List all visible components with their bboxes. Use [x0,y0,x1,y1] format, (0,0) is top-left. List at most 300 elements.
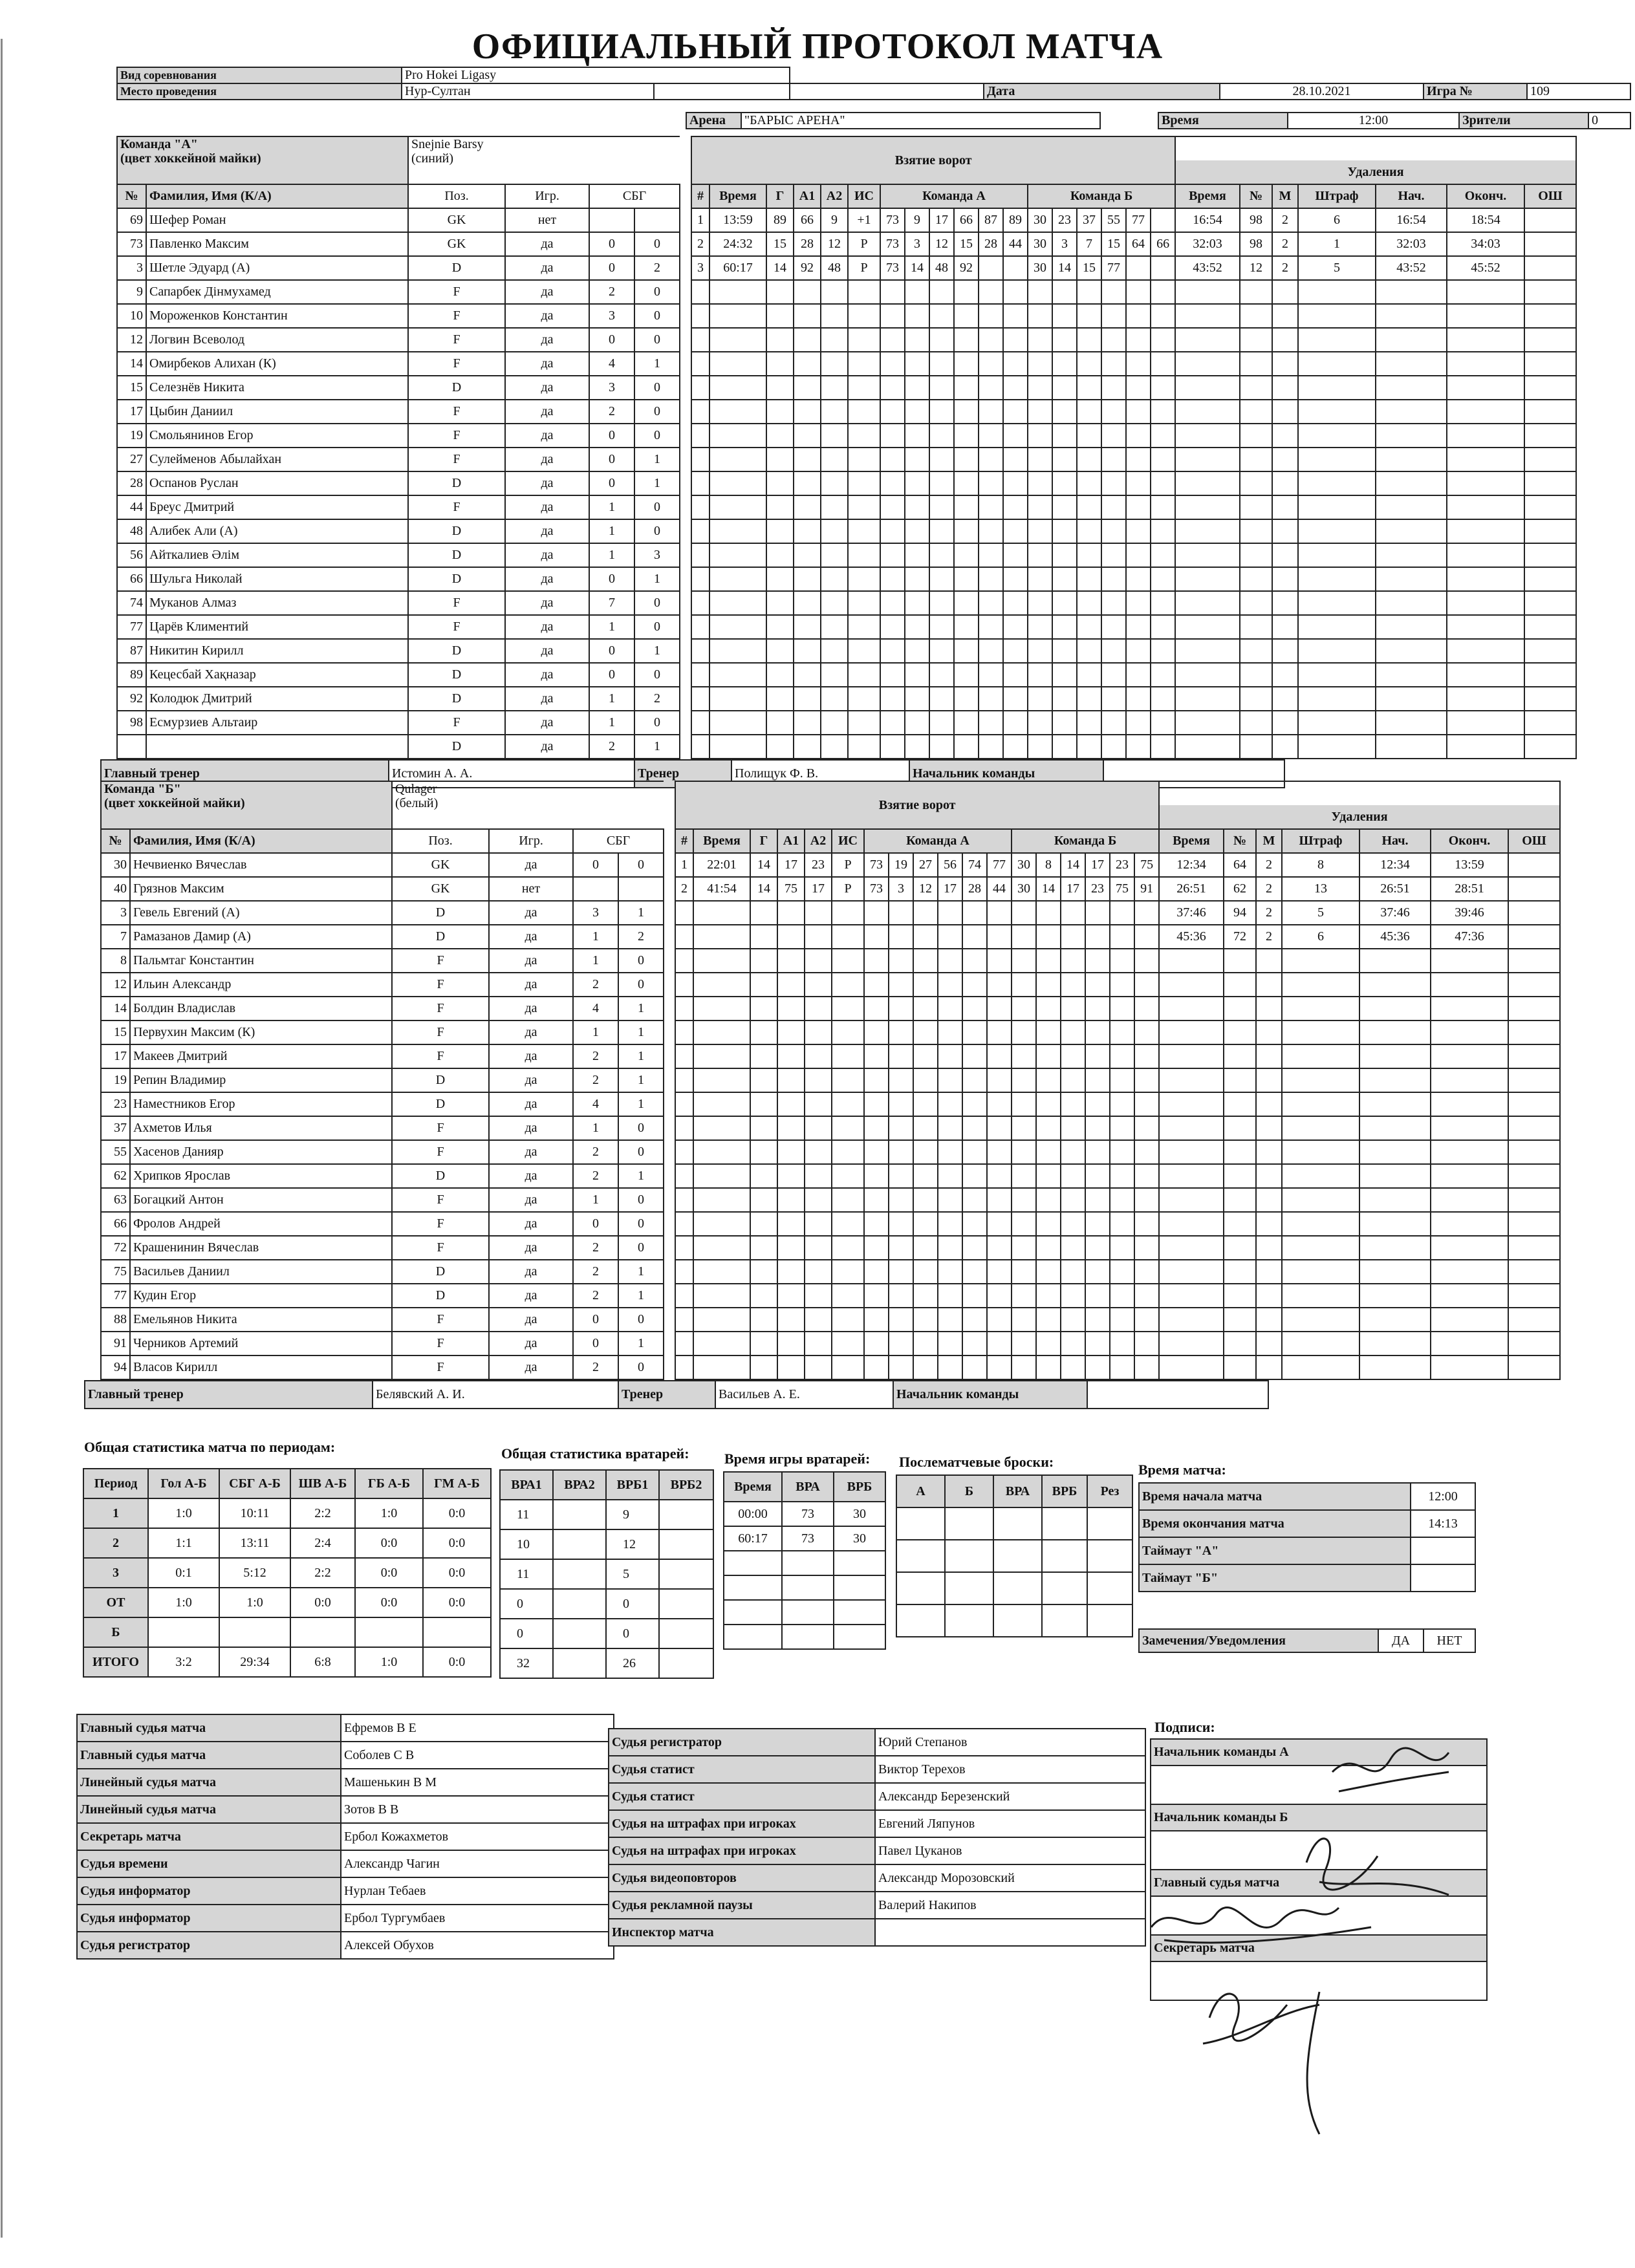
goal-empty-cell [962,925,987,949]
goal-empty-cell [987,1092,1012,1116]
penalty-cell [1431,949,1508,973]
goal-empty-cell [880,615,905,639]
player-sbg2: 3 [634,543,680,567]
penalty-cell [1447,352,1524,376]
penalty-cell [1272,495,1298,519]
penalty-cell [1359,973,1431,997]
goal-empty-cell [794,663,821,687]
penalty-cell [1298,567,1376,591]
penalty-cell [1282,949,1359,973]
player-row [101,925,664,949]
goal-empty-cell [1110,1021,1134,1044]
player-row [101,1260,664,1284]
goal-empty-cell [1077,591,1101,615]
goal-empty-cell [832,1116,864,1140]
goalie-stats-table [499,1469,714,1679]
goal-empty-cell [1028,639,1052,663]
goal-empty-cell [821,567,848,591]
penalty-cell [1175,519,1240,543]
goal-row [675,1164,1159,1188]
penalty-cell [1175,711,1240,735]
goal-empty-cell [1028,304,1052,328]
penalty-cell [1431,1332,1508,1355]
goal-empty-cell [691,400,709,424]
goal-empty-cell [905,376,929,400]
team-b-goals-title-row [675,781,1159,829]
match-time-title: Время матча: [1138,1462,1226,1478]
goal-empty-cell [794,352,821,376]
official-row [609,1810,1145,1837]
goal-empty-cell [1012,997,1036,1021]
goalie-time-value [834,1625,885,1649]
player-number: 73 [117,232,146,256]
player-shots: 0 [589,663,634,687]
penalty-row [1159,1308,1560,1332]
period-header-cell: ГМ А-Б [423,1469,491,1498]
goal-empty-cell [987,1284,1012,1308]
player-shots: 1 [573,1021,618,1044]
goal-empty-cell [1151,543,1175,567]
goal-empty-cell [962,1332,987,1355]
team-a-goals-header-row [691,184,1175,208]
team-b-goals-col-g: Г [750,829,777,853]
team-b-pen-title-row2 [1159,805,1560,829]
penalty-cell [1256,1092,1282,1116]
goal-empty-cell [864,1284,889,1308]
goal-empty-cell [1134,1188,1159,1212]
goal-empty-cell [1126,376,1151,400]
goal-empty-cell [880,352,905,376]
goal-row [691,424,1175,448]
goal-empty-cell [691,735,709,759]
goal-assist1: 17 [777,853,805,877]
penalty-cell [1272,615,1298,639]
goal-empty-cell [954,663,979,687]
player-shots: 2 [573,1284,618,1308]
official-role: Судья видеоповторов [609,1864,875,1892]
penalty-row [1175,232,1576,256]
player-position: F [392,997,489,1021]
penalty-cell [1524,543,1576,567]
goal-empty-cell [1036,1284,1061,1308]
penalty-cell [1175,543,1240,567]
goal-empty-cell [691,639,709,663]
goal-on-ice-b: 77 [1101,256,1126,280]
goal-empty-cell [777,901,805,925]
goal-empty-cell [777,1044,805,1068]
team-b-col-pos: Поз. [392,829,489,853]
team-a-pen-col-p_num: № [1240,184,1272,208]
goal-empty-cell [1012,1021,1036,1044]
penalty-cell [1282,1068,1359,1092]
goal-empty-cell [1077,687,1101,711]
penalty-cell [1524,663,1576,687]
team-a-team-sublabel: (цвет хоккейной майки) [120,151,261,166]
penalty-cell [1224,1140,1256,1164]
player-row [101,1068,664,1092]
penalty-cell [1272,519,1298,543]
penalty-cell [1508,997,1560,1021]
penalty-cell [1431,1188,1508,1212]
officials-left-table [76,1714,614,1960]
goal-empty-cell [1052,280,1077,304]
penalty-cell: 12:34 [1359,853,1431,877]
goal-empty-cell [1052,519,1077,543]
goal-empty-cell [1003,591,1028,615]
goal-empty-cell [1003,376,1028,400]
player-shots: 0 [589,424,634,448]
penalty-row [1159,1164,1560,1188]
goal-empty-cell [1110,1236,1134,1260]
player-position: D [408,543,505,567]
goalie-stats-value: 26 [606,1648,659,1678]
goal-empty-cell [987,1164,1012,1188]
goalie-stats-value: 11 [500,1500,553,1529]
goal-empty-cell [848,471,880,495]
penalty-row [1159,997,1560,1021]
goal-empty-cell [1003,519,1028,543]
goal-empty-cell [848,615,880,639]
match-time-label: Таймаут "А" [1139,1537,1411,1564]
goal-empty-cell [962,1260,987,1284]
goal-empty-cell [777,1212,805,1236]
penalty-cell [1524,256,1576,280]
penalty-row [1159,1284,1560,1308]
player-sbg2: 1 [618,1332,664,1355]
player-played: да [489,1332,573,1355]
goalie-stats-value: 0 [500,1619,553,1648]
goal-empty-cell [913,1260,938,1284]
penalty-cell: 34:03 [1447,232,1524,256]
goal-empty-cell [905,543,929,567]
penalty-cell [1240,687,1272,711]
goal-empty-cell [766,711,794,735]
goal-empty-cell [675,1140,693,1164]
penalty-cell [1272,352,1298,376]
goal-empty-cell [954,328,979,352]
goal-empty-cell [821,352,848,376]
goal-empty-cell [954,376,979,400]
penalty-cell [1175,471,1240,495]
goal-empty-cell [675,925,693,949]
goal-on-ice-a: 17 [929,208,954,232]
penalty-row [1175,424,1576,448]
goal-empty-cell [938,1044,962,1068]
goal-empty-cell [1085,1068,1110,1092]
goal-empty-cell [929,567,954,591]
player-row [117,543,680,567]
goal-empty-cell [1036,1188,1061,1212]
player-row [117,400,680,424]
player-name: Логвин Всеволод [146,328,408,352]
goal-on-ice-b: 3 [1052,232,1077,256]
goal-empty-cell [913,1044,938,1068]
goal-empty-cell [1003,615,1028,639]
goal-empty-cell [1036,949,1061,973]
penalty-cell [1256,1355,1282,1379]
penalty-cell [1447,615,1524,639]
goal-row [675,1284,1159,1308]
player-shots: 0 [589,639,634,663]
penalty-cell [1175,448,1240,471]
goal-empty-cell [938,1236,962,1260]
penalty-cell: 5 [1282,901,1359,925]
player-number: 17 [101,1044,130,1068]
goal-time: 22:01 [693,853,750,877]
penalty-cell [1282,997,1359,1021]
goal-empty-cell [905,471,929,495]
goal-situation: +1 [848,208,880,232]
penalty-cell [1431,1044,1508,1068]
player-name: Васильев Даниил [130,1260,392,1284]
goalie-time-row [724,1575,885,1600]
goal-empty-cell [962,1068,987,1092]
period-row [83,1528,491,1558]
penalty-cell: 12 [1240,256,1272,280]
penalty-cell [1447,543,1524,567]
goalie-stats-value: 10 [500,1529,553,1559]
player-name: Сулейменов Абылайхан [146,448,408,471]
penalty-cell [1524,304,1576,328]
goal-empty-cell [1151,304,1175,328]
goal-empty-cell [805,1212,832,1236]
team-b-col-num: № [101,829,130,853]
penalty-cell [1240,519,1272,543]
goal-empty-cell [1077,567,1101,591]
penalty-cell: 6 [1282,925,1359,949]
goal-empty-cell [913,1092,938,1116]
player-name: Ахметов Илья [130,1116,392,1140]
goal-empty-cell [1085,1284,1110,1308]
goal-row [691,471,1175,495]
penalty-cell [1431,997,1508,1021]
goal-empty-cell [1126,567,1151,591]
player-number: 69 [117,208,146,232]
penalty-cell [1298,352,1376,376]
player-row [117,519,680,543]
goal-empty-cell [987,1260,1012,1284]
goal-empty-cell [1003,687,1028,711]
player-shots: 2 [573,1355,618,1379]
penalty-cell [1282,1044,1359,1068]
goal-assist2: 48 [821,256,848,280]
penalty-cell [1256,1068,1282,1092]
goal-time: 60:17 [709,256,766,280]
penalty-cell [1376,615,1447,639]
goalie-stats-value: 0 [606,1589,659,1619]
goal-empty-cell [1101,567,1126,591]
player-name: Шетле Эдуард (А) [146,256,408,280]
goal-empty-cell [1052,591,1077,615]
goal-empty-cell [864,1332,889,1355]
goalie-stats-value [659,1500,713,1529]
goal-empty-cell [794,376,821,400]
team-b-pen-col-p_end: Оконч. [1431,829,1508,853]
goal-empty-cell [1077,663,1101,687]
goal-empty-cell [864,1092,889,1116]
official-row [609,1864,1145,1892]
goal-empty-cell [1077,495,1101,519]
goal-empty-cell [905,591,929,615]
goal-on-ice-a: 9 [905,208,929,232]
team-a-team-label-cell [117,136,408,184]
goal-empty-cell [979,280,1003,304]
goal-empty-cell [777,973,805,997]
team-a-team-color: (синий) [411,151,454,166]
period-header-cell: ГБ А-Б [355,1469,423,1498]
match-time-value [1411,1564,1475,1592]
penalty-cell [1240,663,1272,687]
player-number: 7 [101,925,130,949]
goal-empty-cell [864,1260,889,1284]
penalty-cell [1256,1212,1282,1236]
goalie-stats-value [553,1619,606,1648]
goal-empty-cell [1085,1236,1110,1260]
goal-empty-cell [938,901,962,925]
penalty-cell: 2 [1272,208,1298,232]
period-label: 3 [83,1558,148,1588]
goal-empty-cell [1077,519,1101,543]
penalty-cell [1272,543,1298,567]
goal-empty-cell [979,328,1003,352]
penalty-cell [1376,711,1447,735]
venue-gap2 [790,83,984,100]
penalty-cell [1447,711,1524,735]
goal-empty-cell [1012,1092,1036,1116]
penalty-cell [1359,1116,1431,1140]
penalty-cell [1431,1260,1508,1284]
goal-empty-cell [929,519,954,543]
goal-empty-cell [1101,663,1126,687]
goal-empty-cell [691,352,709,376]
goal-empty-cell [987,949,1012,973]
player-row [101,997,664,1021]
penalty-cell: 72 [1224,925,1256,949]
shootouts-header: Б [945,1475,993,1507]
goalie-stats-row [500,1619,713,1648]
player-number: 88 [101,1308,130,1332]
goal-empty-cell [987,901,1012,925]
player-number: 89 [117,663,146,687]
goal-on-ice-b: 23 [1110,853,1134,877]
goal-empty-cell [821,543,848,567]
period-header-cell: Период [83,1469,148,1498]
player-shots: 0 [573,1308,618,1332]
remarks-no: НЕТ [1424,1629,1475,1652]
penalty-cell: 62 [1224,877,1256,901]
goal-empty-cell [1061,997,1085,1021]
goal-row [675,1092,1159,1116]
goal-row [675,1212,1159,1236]
player-number: 72 [101,1236,130,1260]
player-position: F [392,1021,489,1044]
goalie-stats-value [659,1589,713,1619]
goal-empty-cell [1101,448,1126,471]
goal-empty-cell [805,901,832,925]
goal-assist2: 12 [821,232,848,256]
goal-empty-cell [693,901,750,925]
goal-empty-cell [805,1140,832,1164]
goal-empty-cell [1151,471,1175,495]
goal-empty-cell [1061,1260,1085,1284]
goal-empty-cell [848,519,880,543]
goal-empty-cell [1151,687,1175,711]
penalty-cell [1431,1284,1508,1308]
goal-on-ice-b: 14 [1036,877,1061,901]
goal-empty-cell [929,280,954,304]
goal-empty-cell [709,687,766,711]
penalty-cell [1431,1092,1508,1116]
match-time-label: Время окончания матча [1139,1510,1411,1537]
goal-empty-cell [750,1308,777,1332]
goal-empty-cell [962,949,987,973]
player-number: 74 [117,591,146,615]
goal-empty-cell [880,567,905,591]
goal-row [691,400,1175,424]
goal-empty-cell [766,615,794,639]
penalty-cell [1282,1236,1359,1260]
goal-empty-cell [1061,1068,1085,1092]
goal-empty-cell [954,495,979,519]
goal-empty-cell [1052,615,1077,639]
goal-empty-cell [962,1044,987,1068]
team-b-col-name: Фамилия, Имя (К/А) [130,829,392,853]
goal-on-ice-b: 77 [1126,208,1151,232]
penalty-cell [1175,735,1240,759]
goal-empty-cell [1077,280,1101,304]
goal-empty-cell [987,997,1012,1021]
player-position: F [392,1355,489,1379]
goal-empty-cell [1028,471,1052,495]
player-name: Наместников Егор [130,1092,392,1116]
penalty-cell [1272,424,1298,448]
player-sbg2: 0 [618,1116,664,1140]
player-played: да [505,400,589,424]
penalty-cell [1175,567,1240,591]
period-header-cell: СБГ А-Б [219,1469,290,1498]
team-b-pen-col-p_osh: ОШ [1508,829,1560,853]
goal-empty-cell [832,1332,864,1355]
goal-empty-cell [938,1355,962,1379]
goal-empty-cell [1126,615,1151,639]
goal-assist1: 66 [794,208,821,232]
goal-on-ice-b: 37 [1077,208,1101,232]
official-name: Виктор Терехов [875,1756,1145,1783]
player-position: D [408,376,505,400]
penalty-cell [1359,1355,1431,1379]
goal-empty-cell [794,280,821,304]
goal-empty-cell [954,735,979,759]
shootouts-value [896,1572,945,1604]
player-played: да [505,352,589,376]
penalty-cell [1508,949,1560,973]
goal-on-ice-a: 3 [905,232,929,256]
team-a-goals-col-time: Время [709,184,766,208]
penalty-row [1175,256,1576,280]
player-shots: 4 [589,352,634,376]
goal-empty-cell [1101,376,1126,400]
goal-empty-cell [693,1044,750,1068]
goal-on-ice-b: 15 [1101,232,1126,256]
goal-on-ice-b: 30 [1012,853,1036,877]
player-row [101,1332,664,1355]
goal-empty-cell [832,973,864,997]
player-row [101,1188,664,1212]
penalty-cell [1524,232,1576,256]
team-b-chief-label: Начальник команды [893,1381,1087,1409]
player-played: да [505,663,589,687]
penalty-cell [1240,471,1272,495]
